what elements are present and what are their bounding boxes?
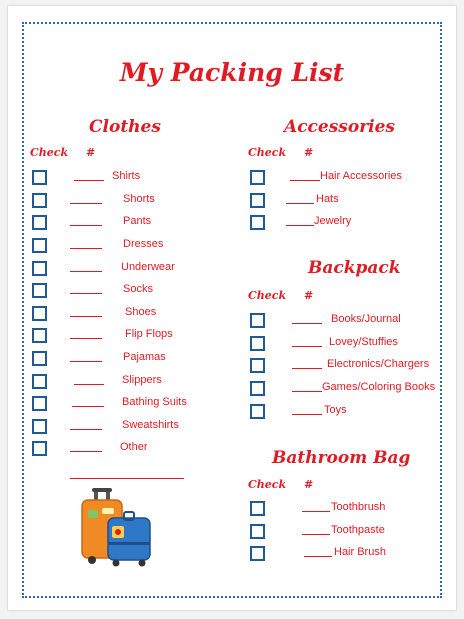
accessories-column-header bbox=[248, 146, 314, 159]
item-label: Shorts bbox=[123, 193, 155, 205]
item-label: Socks bbox=[123, 283, 153, 295]
backpack-column-header bbox=[248, 289, 314, 302]
quantity-blank[interactable] bbox=[290, 180, 320, 181]
luggage-icon bbox=[74, 488, 154, 568]
quantity-blank[interactable] bbox=[72, 406, 104, 407]
checkbox[interactable] bbox=[250, 381, 265, 396]
checkbox[interactable] bbox=[250, 313, 265, 328]
checkbox[interactable] bbox=[250, 170, 265, 185]
item-label: Shoes bbox=[125, 306, 157, 318]
bathroom-bag-column-header bbox=[248, 478, 314, 491]
checkbox[interactable] bbox=[32, 441, 47, 456]
quantity-blank[interactable] bbox=[70, 429, 102, 430]
checkbox[interactable] bbox=[32, 238, 47, 253]
quantity-blank[interactable] bbox=[292, 391, 322, 392]
item-label: Hats bbox=[316, 193, 339, 205]
quantity-blank[interactable] bbox=[292, 346, 322, 347]
checkbox[interactable] bbox=[32, 261, 47, 276]
bathroom-bag-heading: Bathroom Bag bbox=[272, 448, 411, 468]
quantity-blank[interactable] bbox=[302, 511, 330, 512]
clothes-column-header bbox=[30, 146, 96, 159]
backpack-heading: Backpack bbox=[308, 258, 401, 278]
quantity-blank[interactable] bbox=[286, 203, 314, 204]
clothes-heading: Clothes bbox=[89, 117, 161, 137]
checkbox[interactable] bbox=[250, 404, 265, 419]
quantity-blank[interactable] bbox=[292, 368, 322, 369]
quantity-blank[interactable] bbox=[70, 203, 102, 204]
number-column-label: # bbox=[304, 478, 314, 491]
item-label: Slippers bbox=[122, 374, 162, 386]
item-label: Toothbrush bbox=[331, 501, 386, 513]
item-label: Pajamas bbox=[123, 351, 166, 363]
quantity-blank[interactable] bbox=[74, 384, 104, 385]
checkbox[interactable] bbox=[250, 336, 265, 351]
number-column-label: # bbox=[304, 289, 314, 302]
checkbox[interactable] bbox=[32, 328, 47, 343]
checkbox[interactable] bbox=[32, 170, 47, 185]
quantity-blank[interactable] bbox=[292, 323, 322, 324]
quantity-blank[interactable] bbox=[70, 271, 102, 272]
check-column-label: Check bbox=[248, 146, 287, 159]
checkbox[interactable] bbox=[32, 351, 47, 366]
checkbox[interactable] bbox=[32, 215, 47, 230]
item-label: Hair Brush bbox=[334, 546, 386, 558]
quantity-blank[interactable] bbox=[70, 225, 102, 226]
checkbox[interactable] bbox=[250, 546, 265, 561]
number-column-label: # bbox=[304, 146, 314, 159]
checkbox[interactable] bbox=[250, 358, 265, 373]
quantity-blank[interactable] bbox=[74, 180, 104, 181]
item-label: Toothpaste bbox=[331, 524, 385, 536]
number-column-label: # bbox=[86, 146, 96, 159]
item-label: Lovey/Stuffies bbox=[329, 336, 398, 348]
checkbox[interactable] bbox=[250, 215, 265, 230]
item-label: Electronics/Chargers bbox=[327, 358, 430, 370]
checkbox[interactable] bbox=[32, 396, 47, 411]
checkbox[interactable] bbox=[32, 283, 47, 298]
item-label: Dresses bbox=[123, 238, 164, 250]
item-label: Jewelry bbox=[314, 215, 352, 227]
check-column-label: Check bbox=[30, 146, 69, 159]
checkbox[interactable] bbox=[32, 419, 47, 434]
quantity-blank[interactable] bbox=[70, 338, 102, 339]
item-label: Pants bbox=[123, 215, 152, 227]
item-label: Other bbox=[120, 441, 148, 453]
quantity-blank[interactable] bbox=[70, 451, 102, 452]
checkbox[interactable] bbox=[32, 374, 47, 389]
quantity-blank[interactable] bbox=[70, 361, 102, 362]
check-column-label: Check bbox=[248, 478, 287, 491]
item-label: Games/Coloring Books bbox=[322, 381, 436, 393]
quantity-blank[interactable] bbox=[70, 316, 102, 317]
item-label: Books/Journal bbox=[331, 313, 401, 325]
checkbox[interactable] bbox=[250, 501, 265, 516]
check-column-label: Check bbox=[248, 289, 287, 302]
notes-line[interactable] bbox=[70, 478, 184, 479]
quantity-blank[interactable] bbox=[292, 414, 322, 415]
checkbox[interactable] bbox=[250, 193, 265, 208]
quantity-blank[interactable] bbox=[302, 534, 330, 535]
item-label: Sweatshirts bbox=[122, 419, 179, 431]
item-label: Underwear bbox=[121, 261, 175, 273]
item-label: Hair Accessories bbox=[320, 170, 402, 182]
quantity-blank[interactable] bbox=[70, 293, 102, 294]
checkbox[interactable] bbox=[32, 193, 47, 208]
accessories-heading: Accessories bbox=[284, 117, 395, 137]
item-label: Flip Flops bbox=[125, 328, 173, 340]
item-label: Toys bbox=[324, 404, 347, 416]
document-page bbox=[8, 6, 456, 610]
page-title: My Packing List bbox=[119, 58, 345, 87]
quantity-blank[interactable] bbox=[70, 248, 102, 249]
quantity-blank[interactable] bbox=[304, 556, 332, 557]
item-label: Shirts bbox=[112, 170, 141, 182]
item-label: Bathing Suits bbox=[122, 396, 187, 408]
checkbox[interactable] bbox=[250, 524, 265, 539]
checkbox[interactable] bbox=[32, 306, 47, 321]
quantity-blank[interactable] bbox=[286, 225, 314, 226]
